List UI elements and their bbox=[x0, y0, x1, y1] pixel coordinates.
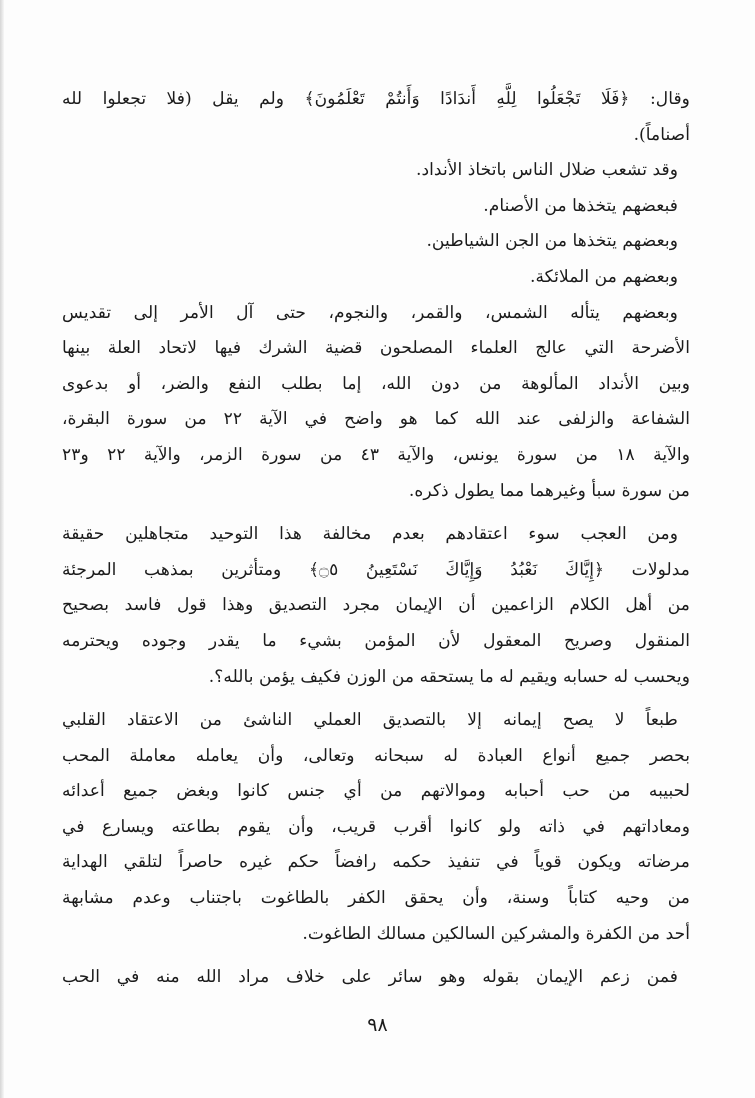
text-line: ومعاداتهم في ذاته ولو كانوا أقرب قريب، وأن يقوم بطاعته ويسارع في bbox=[62, 816, 690, 837]
text-line: المنقول وصريح المعقول لأن المؤمن بشيء ما يقدر وجوده ويحترمه bbox=[62, 630, 690, 651]
text-line: وبعضهم يتخذها من الجن الشياطين. bbox=[426, 231, 678, 252]
scan-edge bbox=[0, 0, 4, 1098]
paragraph-gap bbox=[62, 952, 690, 960]
text-line: الشفاعة والزلفى عند الله كما هو واضح في الآية ٢٢ من سورة البقرة، bbox=[62, 409, 691, 430]
text-line: طبعاً لا يصح إيمانه إلا بالتصديق العملي الناشئ من الاعتقاد القلبي bbox=[62, 710, 678, 731]
text-line: لحبيبه من حب أحبابه وموالاتهم من أي جنس كانوا وبغض جميع أعدائه bbox=[62, 781, 690, 802]
text-line: وقد تشعب ضلال الناس باتخاذ الأنداد. bbox=[416, 160, 678, 181]
text-line: مرضاته ويكون قوياً في تنفيذ حكمه رافضاً حكم غيره حاصراً لتلقي الهداية bbox=[62, 852, 690, 873]
text-line: وبعضهم من الملائكة. bbox=[529, 266, 678, 287]
text-line: أحد من الكفرة والمشركين السالكين مسالك الطاغوت. bbox=[302, 923, 690, 944]
text-line: أصناماً). bbox=[633, 124, 690, 145]
paragraph-gap bbox=[62, 509, 690, 517]
text-line: ومن العجب سوء اعتقادهم بعدم مخالفة هذا التوحيد متجاهلين حقيقة bbox=[62, 524, 678, 545]
text-line: مدلولات ﴿إِيَّاكَ نَعْبُدُ وَإِيَّاكَ نَسْتَعِينُ ۝٥﴾ ومتأثرين بمذهب المرجئة bbox=[62, 559, 690, 580]
text-line: ويحسب له حسابه ويقيم له ما يستحقه من الوزن فكيف يؤمن بالله؟. bbox=[208, 666, 690, 687]
body-text bbox=[62, 82, 690, 996]
text-line: وبين الأنداد المألوهة من دون الله، إما بطلب النفع والضر، أو بدعوى bbox=[62, 373, 690, 394]
text-line: الأضرحة التي عالج العلماء المصلحون قضية الشرك فيها لاتحاد العلة بينها bbox=[62, 338, 690, 359]
text-line: وقال: ﴿فَلَا تَجْعَلُوا لِلَّهِ أَندَادًا وَأَنتُمْ تَعْلَمُونَ﴾ ولم يقل (فلا تجعلوا لله bbox=[62, 89, 690, 109]
text-line: فبعضهم يتخذها من الأصنام. bbox=[483, 195, 678, 216]
text-line: من أهل الكلام الزاعمين أن الإيمان مجرد التصديق وهذا قول فاسد بصحيح bbox=[62, 595, 690, 616]
text-line: فمن زعم الإيمان بقوله وهو سائر على خلاف مراد الله منه في الحب bbox=[62, 967, 678, 988]
text-line: وبعضهم يتأله الشمس، والقمر، والنجوم، حتى آل الأمر إلى تقديس bbox=[62, 302, 678, 323]
text-line: من سورة سبأ وغيرهما مما يطول ذكره. bbox=[408, 480, 690, 501]
text-line: والآية ١٨ من سورة يونس، والآية ٤٣ من سورة الزمر، والآية ٢٢ و٢٣ bbox=[62, 444, 690, 465]
page-number: ٩٨ bbox=[367, 1014, 388, 1036]
text-line: بحصر جميع أنواع العبادة له سبحانه وتعالى، وأن يعامله معاملة المحب bbox=[62, 745, 690, 766]
text-line: من وحيه كتاباً وسنة، وأن يحقق الكفر بالطاغوت باجتناب وعدم مشابهة bbox=[62, 888, 690, 909]
paragraph-gap bbox=[62, 695, 690, 703]
